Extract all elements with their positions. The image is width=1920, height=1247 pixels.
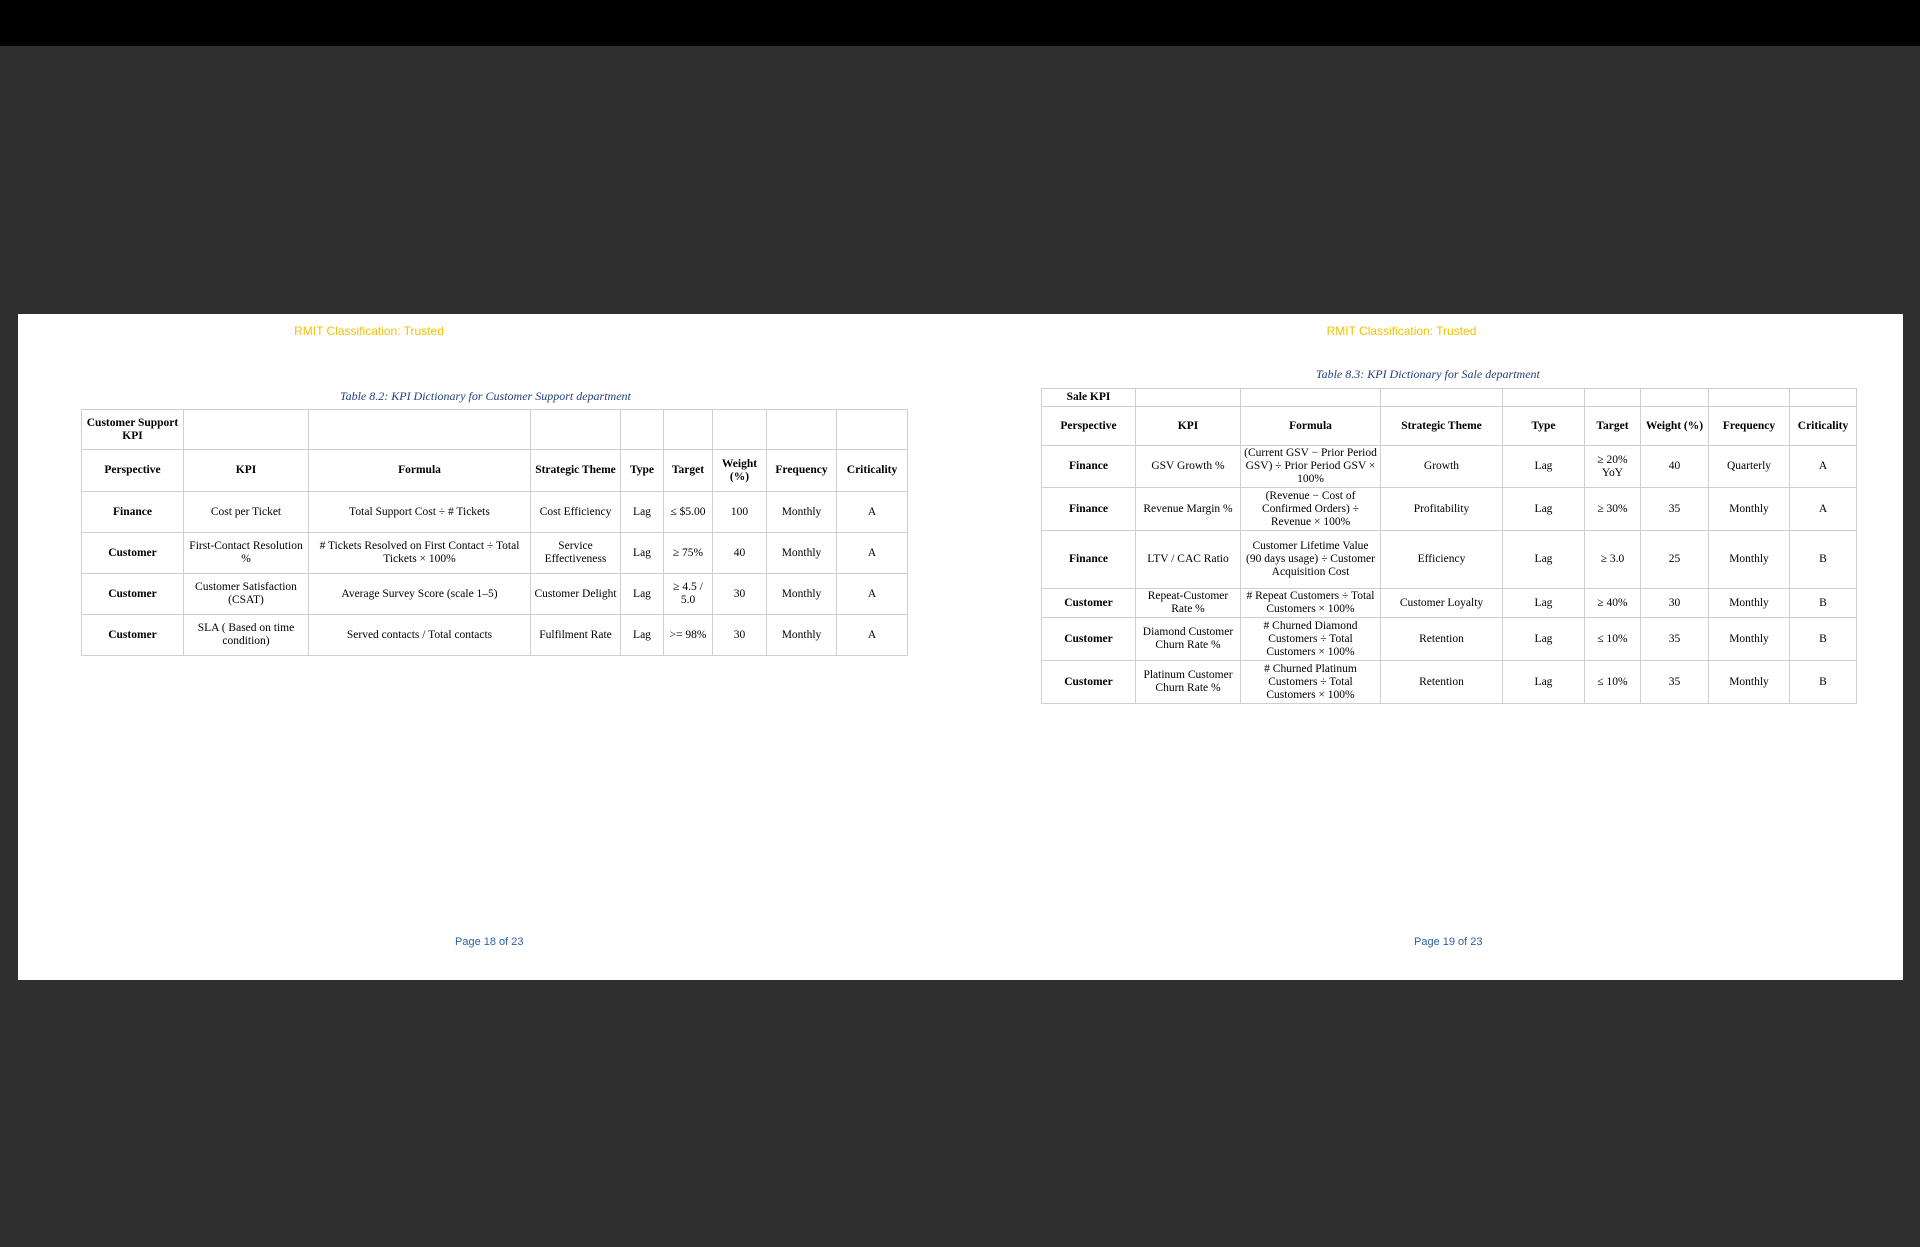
cell: Monthly [1709,531,1790,589]
cell: # Tickets Resolved on First Contact ÷ Total Tickets × 100% [309,533,531,574]
cell: Lag [621,615,664,656]
cell: Customer Loyalty [1381,589,1503,618]
table-title: Sale KPI [1042,389,1136,407]
cell: # Churned Platinum Customers ÷ Total Customers × 100% [1241,661,1381,704]
page-18 [18,314,960,980]
cell: 35 [1641,488,1709,531]
cell: Monthly [1709,488,1790,531]
classification-header: RMIT Classification: Trusted [1326,324,1477,338]
cell: A [1790,488,1857,531]
page-19 [960,314,1903,980]
table-caption: Table 8.2: KPI Dictionary for Customer Support department [340,389,631,403]
table-row [1042,589,1857,618]
customer-support-kpi-table [81,409,908,656]
cell: Lag [1503,661,1585,704]
cell: ≥ 4.5 / 5.0 [664,574,713,615]
cell: Cost per Ticket [184,492,309,533]
cell: # Repeat Customers ÷ Total Customers × 100% [1241,589,1381,618]
cell: A [837,574,908,615]
cell: >= 98% [664,615,713,656]
cell: Profitability [1381,488,1503,531]
sale-kpi-table [1041,388,1857,704]
column-header: Weight (%) [1641,407,1709,446]
column-header: Criticality [837,450,908,492]
cell: Lag [1503,589,1585,618]
header-row [1042,407,1857,446]
cell: ≥ 3.0 [1585,531,1641,589]
cell: Platinum Customer Churn Rate % [1136,661,1241,704]
page-spread [18,314,1903,980]
cell: B [1790,589,1857,618]
table-row [82,574,908,615]
table-row [1042,446,1857,488]
cell: Customer [82,615,184,656]
cell: Monthly [767,533,837,574]
cell: Lag [621,533,664,574]
column-header: Perspective [1042,407,1136,446]
cell: Monthly [767,615,837,656]
cell: 35 [1641,618,1709,661]
cell: Customer [1042,589,1136,618]
header-row [82,450,908,492]
cell: Average Survey Score (scale 1–5) [309,574,531,615]
cell: Lag [1503,531,1585,589]
cell: Customer [82,574,184,615]
column-header: Strategic Theme [531,450,621,492]
cell: B [1790,531,1857,589]
page-number: Page 19 of 23 [1414,936,1483,948]
cell: 100 [713,492,767,533]
column-header: Formula [309,450,531,492]
cell: Monthly [767,574,837,615]
table-title: Customer Support KPI [82,410,184,450]
cell: Customer Satisfaction (CSAT) [184,574,309,615]
column-header: Type [621,450,664,492]
cell: Lag [621,492,664,533]
classification-header: RMIT Classification: Trusted [294,324,444,338]
table-row [82,615,908,656]
cell: Customer [82,533,184,574]
cell: (Revenue − Cost of Confirmed Orders) ÷ Revenue × 100% [1241,488,1381,531]
cell: Lag [1503,618,1585,661]
column-header: Perspective [82,450,184,492]
cell: ≥ 75% [664,533,713,574]
column-header: Frequency [1709,407,1790,446]
viewer-top-bar [0,0,1920,46]
cell: First-Contact Resolution % [184,533,309,574]
cell: GSV Growth % [1136,446,1241,488]
cell: SLA ( Based on time condition) [184,615,309,656]
cell: ≥ 20% YoY [1585,446,1641,488]
cell: Lag [621,574,664,615]
cell: 40 [1641,446,1709,488]
cell: 30 [713,574,767,615]
cell: 30 [713,615,767,656]
cell: A [1790,446,1857,488]
table-row [1042,618,1857,661]
cell: Repeat-Customer Rate % [1136,589,1241,618]
table-row [1042,661,1857,704]
cell: Lag [1503,446,1585,488]
cell: ≤ $5.00 [664,492,713,533]
column-header: Formula [1241,407,1381,446]
cell: Fulfilment Rate [531,615,621,656]
cell: ≤ 10% [1585,618,1641,661]
cell: # Churned Diamond Customers ÷ Total Customers × 100% [1241,618,1381,661]
column-header: Strategic Theme [1381,407,1503,446]
page-number: Page 18 of 23 [455,936,524,948]
cell: LTV / CAC Ratio [1136,531,1241,589]
cell: Served contacts / Total contacts [309,615,531,656]
cell: 35 [1641,661,1709,704]
cell: Customer [1042,618,1136,661]
column-header: Type [1503,407,1585,446]
cell: Finance [1042,488,1136,531]
column-header: Target [1585,407,1641,446]
cell: A [837,533,908,574]
cell: Finance [82,492,184,533]
cell: Quarterly [1709,446,1790,488]
cell: Growth [1381,446,1503,488]
column-header: Target [664,450,713,492]
cell: (Current GSV − Prior Period GSV) ÷ Prior Period GSV × 100% [1241,446,1381,488]
cell: Retention [1381,661,1503,704]
cell: ≥ 30% [1585,488,1641,531]
cell: B [1790,661,1857,704]
table-row [1042,488,1857,531]
cell: Cost Efficiency [531,492,621,533]
cell: Efficiency [1381,531,1503,589]
table-caption: Table 8.3: KPI Dictionary for Sale department [1316,367,1540,381]
table-row [1042,531,1857,589]
cell: Monthly [1709,589,1790,618]
cell: Customer Delight [531,574,621,615]
cell: Monthly [767,492,837,533]
table-row [82,533,908,574]
cell: Customer Lifetime Value (90 days usage) ÷ Customer Acquisition Cost [1241,531,1381,589]
cell: Diamond Customer Churn Rate % [1136,618,1241,661]
cell: Finance [1042,446,1136,488]
cell: Finance [1042,531,1136,589]
cell: 30 [1641,589,1709,618]
cell: Total Support Cost ÷ # Tickets [309,492,531,533]
cell: A [837,492,908,533]
column-header: KPI [184,450,309,492]
cell: B [1790,618,1857,661]
column-header: KPI [1136,407,1241,446]
cell: Monthly [1709,661,1790,704]
cell: A [837,615,908,656]
cell: 25 [1641,531,1709,589]
table-row [82,492,908,533]
cell: Lag [1503,488,1585,531]
cell: Revenue Margin % [1136,488,1241,531]
cell: ≤ 10% [1585,661,1641,704]
cell: 40 [713,533,767,574]
column-header: Criticality [1790,407,1857,446]
cell: Monthly [1709,618,1790,661]
column-header: Weight (%) [713,450,767,492]
cell: Customer [1042,661,1136,704]
column-header: Frequency [767,450,837,492]
cell: Retention [1381,618,1503,661]
cell: Service Effectiveness [531,533,621,574]
cell: ≥ 40% [1585,589,1641,618]
